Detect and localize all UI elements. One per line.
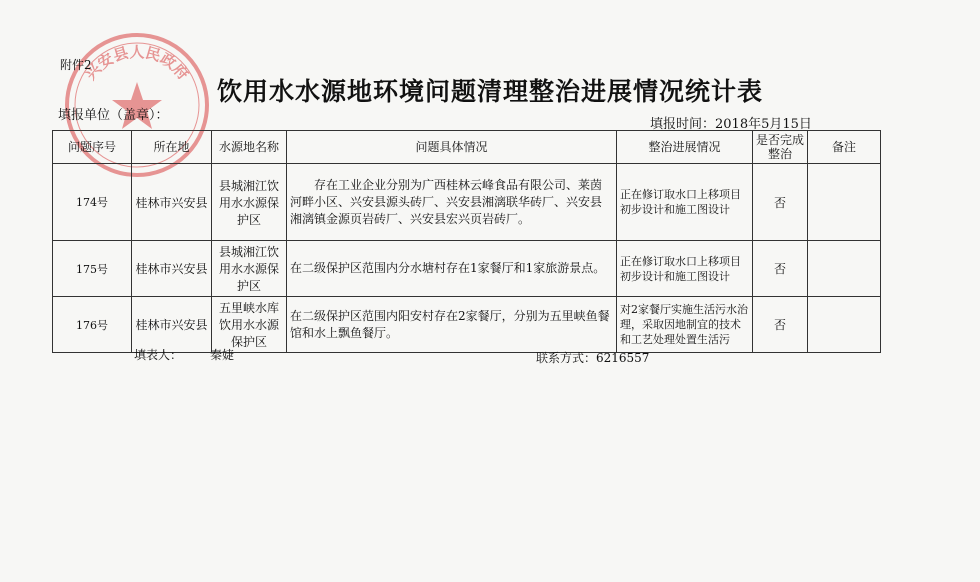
source-name: 县城湘江饮用水水源保护区 [212, 164, 287, 241]
document-title: 饮用水水源地环境问题清理整治进展情况统计表 [216, 77, 763, 106]
issue-number: 175号 [53, 241, 132, 297]
table-row [53, 164, 881, 241]
header-cell: 问题具体情况 [287, 131, 617, 164]
header-cell: 问题序号 [53, 131, 132, 164]
contact-info: 联系方式：6216557 [536, 351, 650, 365]
header-cell: 是否完成整治 [753, 131, 808, 164]
header-cell: 所在地 [132, 131, 212, 164]
issue-number: 176号 [53, 297, 132, 353]
table-row [53, 297, 881, 353]
source-name: 五里峡水库饮用水水源保护区 [212, 297, 287, 353]
location: 桂林市兴安县 [132, 297, 212, 353]
issue-detail: 在二级保护区范围内阳安村存在2家餐厅，分别为五里峡鱼餐馆和水上飘鱼餐厅。 [287, 297, 617, 353]
table-row [53, 241, 881, 297]
header-cell: 备注 [808, 131, 881, 164]
completed-flag: 否 [753, 241, 808, 297]
filler-name: 秦婕 [210, 348, 235, 362]
location: 桂林市兴安县 [132, 241, 212, 297]
svg-text:兴安县人民政府: 兴安县人民政府 [81, 43, 193, 84]
attachment-label: 附件2 [60, 58, 92, 72]
reporting-unit-label: 填报单位（盖章）： [58, 108, 169, 123]
progress: 正在修订取水口上移项目初步设计和施工图设计 [617, 164, 753, 241]
issue-number: 174号 [53, 164, 132, 241]
remark [808, 164, 881, 241]
header-cell: 整治进展情况 [617, 131, 753, 164]
header-cell: 水源地名称 [212, 131, 287, 164]
progress: 对2家餐厅实施生活污水治理，采取因地制宜的技术和工艺处理处置生活污 [617, 297, 753, 353]
issue-detail: 在二级保护区范围内分水塘村存在1家餐厅和1家旅游景点。 [287, 241, 617, 297]
location: 桂林市兴安县 [132, 164, 212, 241]
progress: 正在修订取水口上移项目初步设计和施工图设计 [617, 241, 753, 297]
issue-detail: 存在工业企业分别为广西桂林云峰食品有限公司、莱茵河畔小区、兴安县源头砖厂、兴安县湘漓联华砖厂、兴安县湘漓镇金源页岩砖厂、兴安县宏兴页岩砖厂。 [287, 164, 617, 241]
table-header-row [53, 131, 881, 164]
source-name: 县城湘江饮用水水源保护区 [212, 241, 287, 297]
completed-flag: 否 [753, 297, 808, 353]
remark [808, 297, 881, 353]
statistics-table [52, 130, 881, 353]
remark [808, 241, 881, 297]
completed-flag: 否 [753, 164, 808, 241]
fill-time: 填报时间：2018年5月15日 [650, 117, 812, 132]
filler-label: 填表人： [134, 348, 183, 362]
